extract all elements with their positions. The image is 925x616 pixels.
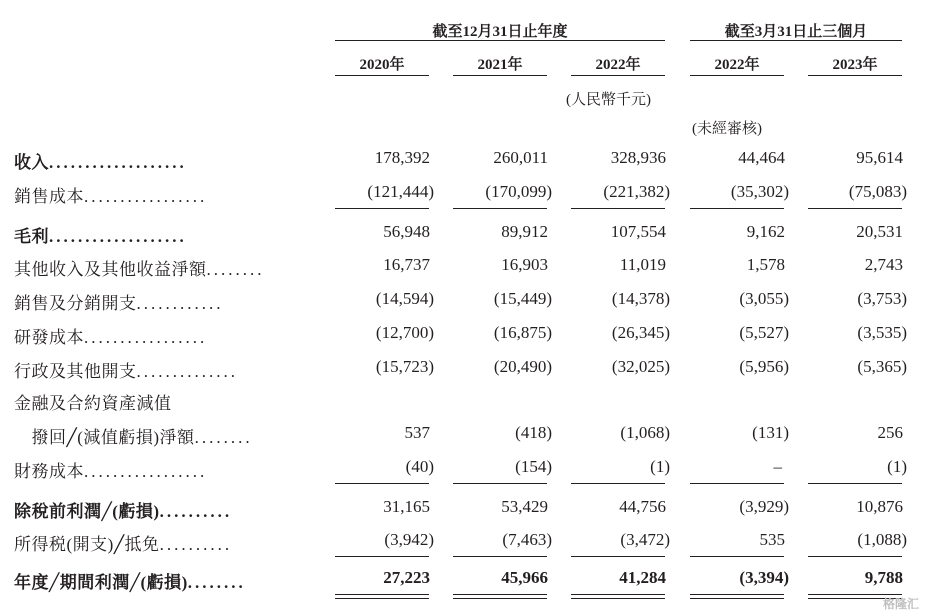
cell-value: 11,019 xyxy=(619,255,666,274)
cell-value: (40) xyxy=(405,457,434,476)
group-title-annual: 截至12月31日止年度 xyxy=(432,24,568,40)
cell-value: (3,535) xyxy=(857,323,907,342)
cell-value: 45,966 xyxy=(501,568,548,587)
cell-value: (3,753) xyxy=(857,289,907,308)
cell-value: (121,444) xyxy=(367,182,434,201)
cell-value: (3,394) xyxy=(739,568,789,587)
cell-value: 328,936 xyxy=(610,148,666,167)
cell-value: 89,912 xyxy=(501,222,548,241)
cell-value: 1,578 xyxy=(746,255,785,274)
cell-value: 56,948 xyxy=(383,222,430,241)
cell-value: (35,302) xyxy=(730,182,789,201)
cell-value: (20,490) xyxy=(493,357,552,376)
subtotal-rule xyxy=(808,556,902,557)
subtotal-rule xyxy=(453,483,547,484)
cell-value: 178,392 xyxy=(374,148,430,167)
subtotal-rule xyxy=(335,208,429,209)
cell-value: (16,875) xyxy=(493,323,552,342)
group-rule-annual xyxy=(335,40,665,41)
watermark: 格隆汇 xyxy=(882,597,919,611)
year-header: 2022年 xyxy=(595,57,641,73)
row-label: 年度╱期間利潤╱(虧損)........ xyxy=(14,573,246,592)
year-header: 2023年 xyxy=(832,57,878,73)
cell-value: 41,284 xyxy=(619,568,666,587)
year-rule xyxy=(690,75,784,76)
cell-value: 260,011 xyxy=(493,148,548,167)
row-label: 撥回╱(減值虧損)淨額........ xyxy=(14,428,253,447)
cell-value: (170,099) xyxy=(485,182,552,201)
subtotal-rule xyxy=(335,556,429,557)
cell-value: 256 xyxy=(877,423,903,442)
cell-value: (15,449) xyxy=(493,289,552,308)
cell-value: (1) xyxy=(650,457,670,476)
cell-value: (5,956) xyxy=(739,357,789,376)
cell-value: 27,223 xyxy=(383,568,430,587)
total-double-rule xyxy=(335,594,429,599)
row-label: 所得税(開支)╱抵免.......... xyxy=(14,535,233,554)
year-header: 2020年 xyxy=(359,57,405,73)
subtotal-rule xyxy=(808,483,902,484)
year-rule xyxy=(335,75,429,76)
subtotal-rule xyxy=(571,483,665,484)
cell-value: (75,083) xyxy=(848,182,907,201)
cell-value: (1) xyxy=(887,457,907,476)
group-rule-quarter xyxy=(690,40,902,41)
cell-value: (3,472) xyxy=(620,530,670,549)
row-label: 行政及其他開支.............. xyxy=(14,362,238,381)
row-label: 銷售及分銷開支............ xyxy=(14,294,224,313)
row-label: 銷售成本................. xyxy=(14,187,208,206)
cell-value: 95,614 xyxy=(856,148,903,167)
subtotal-rule xyxy=(571,556,665,557)
cell-value: 16,903 xyxy=(501,255,548,274)
subtotal-rule xyxy=(690,483,784,484)
subtotal-rule xyxy=(335,483,429,484)
cell-value: – xyxy=(773,457,782,476)
year-rule xyxy=(808,75,902,76)
currency-note: (人民幣千元) xyxy=(566,92,651,108)
cell-value: (7,463) xyxy=(502,530,552,549)
year-rule xyxy=(453,75,547,76)
group-title-quarter: 截至3月31日止三個月 xyxy=(724,24,868,40)
cell-value: (3,942) xyxy=(384,530,434,549)
subtotal-rule xyxy=(690,556,784,557)
cell-value: 107,554 xyxy=(610,222,666,241)
subtotal-rule xyxy=(690,208,784,209)
cell-value: (131) xyxy=(752,423,789,442)
row-label: 金融及合約資產減值 xyxy=(14,394,172,413)
cell-value: (3,929) xyxy=(739,497,789,516)
total-double-rule xyxy=(453,594,547,599)
year-header: 2021年 xyxy=(477,57,523,73)
cell-value: (3,055) xyxy=(739,289,789,308)
cell-value: 9,788 xyxy=(864,568,903,587)
cell-value: (14,378) xyxy=(611,289,670,308)
cell-value: (12,700) xyxy=(375,323,434,342)
cell-value: 10,876 xyxy=(856,497,903,516)
cell-value: 31,165 xyxy=(383,497,430,516)
cell-value: 44,756 xyxy=(619,497,666,516)
total-double-rule xyxy=(690,594,784,599)
cell-value: (32,025) xyxy=(611,357,670,376)
cell-value: (154) xyxy=(515,457,552,476)
year-header: 2022年 xyxy=(714,57,760,73)
cell-value: (418) xyxy=(515,423,552,442)
cell-value: (1,068) xyxy=(620,423,670,442)
cell-value: 20,531 xyxy=(856,222,903,241)
cell-value: 9,162 xyxy=(746,222,785,241)
cell-value: (14,594) xyxy=(375,289,434,308)
year-rule xyxy=(571,75,665,76)
total-double-rule xyxy=(571,594,665,599)
cell-value: 2,743 xyxy=(864,255,903,274)
cell-value: (221,382) xyxy=(603,182,670,201)
row-label: 除稅前利潤╱(虧損).......... xyxy=(14,502,233,521)
row-label: 其他收入及其他收益淨額........ xyxy=(14,260,265,279)
cell-value: (5,365) xyxy=(857,357,907,376)
row-label: 研發成本................. xyxy=(14,328,208,347)
cell-value: 537 xyxy=(404,423,430,442)
cell-value: (26,345) xyxy=(611,323,670,342)
subtotal-rule xyxy=(808,208,902,209)
row-label: 收入................... xyxy=(14,153,187,172)
cell-value: 53,429 xyxy=(501,497,548,516)
unaudited-note: (未經審核) xyxy=(692,121,762,137)
cell-value: (15,723) xyxy=(375,357,434,376)
cell-value: 16,737 xyxy=(383,255,430,274)
cell-value: 535 xyxy=(759,530,785,549)
subtotal-rule xyxy=(453,208,547,209)
cell-value: (1,088) xyxy=(857,530,907,549)
cell-value: 44,464 xyxy=(738,148,785,167)
subtotal-rule xyxy=(453,556,547,557)
subtotal-rule xyxy=(571,208,665,209)
row-label: 毛利................... xyxy=(14,227,187,246)
cell-value: (5,527) xyxy=(739,323,789,342)
row-label: 財務成本................. xyxy=(14,462,208,481)
